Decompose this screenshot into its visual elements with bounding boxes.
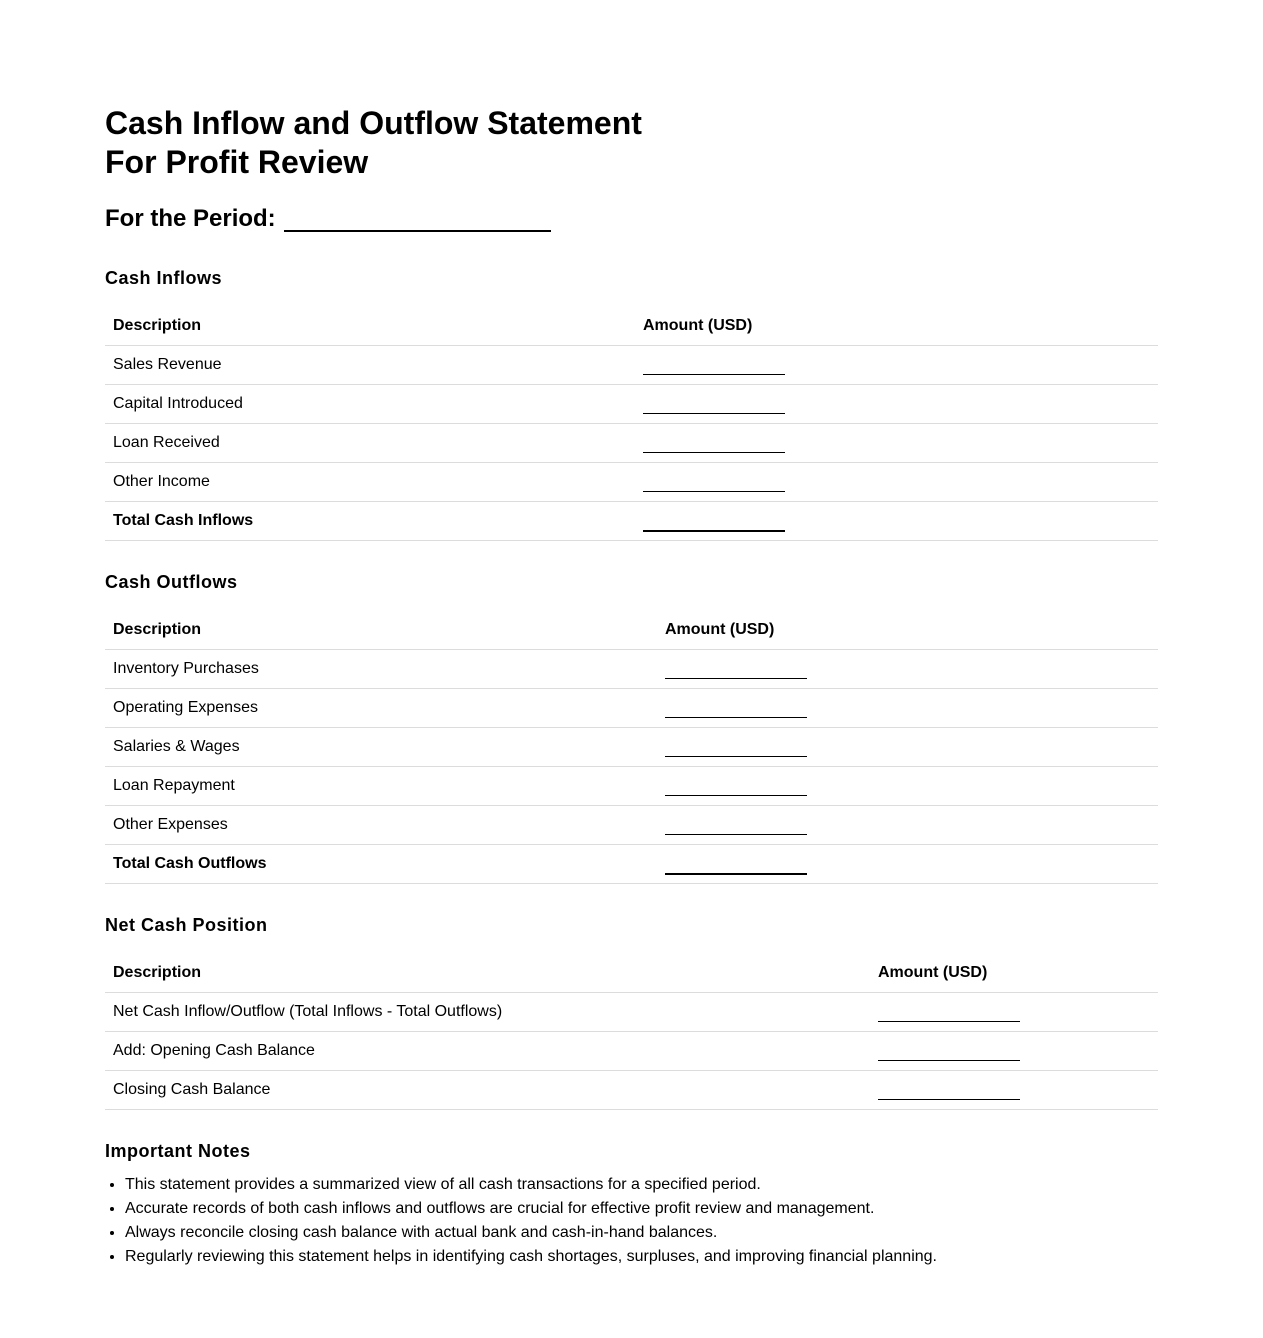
table-row <box>105 993 1158 1032</box>
table-header-row <box>105 611 1158 650</box>
title-line-1: Cash Inflow and Outflow Statement <box>105 105 642 141</box>
col-description: Description <box>105 307 635 346</box>
row-description: Net Cash Inflow/Outflow (Total Inflows - Total Outflows) <box>105 993 870 1032</box>
row-description: Salaries & Wages <box>105 728 657 767</box>
total-label: Total Cash Outflows <box>105 845 657 884</box>
amount-blank-field[interactable] <box>665 701 807 718</box>
amount-cell <box>657 845 1158 884</box>
table-row <box>105 689 1158 728</box>
table-row <box>105 385 1158 424</box>
amount-cell <box>635 463 1158 502</box>
table-row <box>105 1071 1158 1110</box>
total-blank-field[interactable] <box>665 857 807 875</box>
amount-cell <box>635 502 1158 541</box>
amount-blank-field[interactable] <box>643 358 785 375</box>
row-description: Sales Revenue <box>105 346 635 385</box>
row-description: Inventory Purchases <box>105 650 657 689</box>
amount-blank-field[interactable] <box>878 1044 1020 1061</box>
amount-cell <box>657 806 1158 845</box>
net-table <box>105 954 1158 1110</box>
table-header-row <box>105 307 1158 346</box>
amount-blank-field[interactable] <box>665 818 807 835</box>
total-row <box>105 502 1158 541</box>
table-row <box>105 806 1158 845</box>
amount-cell <box>635 424 1158 463</box>
amount-blank-field[interactable] <box>665 740 807 757</box>
row-description: Other Expenses <box>105 806 657 845</box>
table-row <box>105 1032 1158 1071</box>
total-blank-field[interactable] <box>643 514 785 532</box>
net-heading: Net Cash Position <box>105 915 268 935</box>
amount-blank-field[interactable] <box>878 1083 1020 1100</box>
title-line-2: For Profit Review <box>105 144 369 180</box>
row-description: Loan Received <box>105 424 635 463</box>
row-description: Closing Cash Balance <box>105 1071 870 1110</box>
col-amount: Amount (USD) <box>870 954 1158 993</box>
amount-cell <box>870 1032 1158 1071</box>
amount-blank-field[interactable] <box>665 662 807 679</box>
list-item: • Always reconcile closing cash balance with actual bank and cash-in-hand balances. <box>125 1221 1158 1245</box>
notes-list <box>105 1173 1158 1269</box>
inflows-heading: Cash Inflows <box>105 268 223 288</box>
table-row <box>105 650 1158 689</box>
notes-heading: Important Notes <box>105 1141 251 1161</box>
list-item: • Accurate records of both cash inflows and outflows are crucial for effective profit review and management. <box>125 1197 1158 1221</box>
document-title <box>105 104 1158 182</box>
row-description: Operating Expenses <box>105 689 657 728</box>
table-row <box>105 424 1158 463</box>
outflows-table <box>105 611 1158 884</box>
amount-cell <box>870 1071 1158 1110</box>
amount-cell <box>657 728 1158 767</box>
list-item: • This statement provides a summarized view of all cash transactions for a specified period. <box>125 1173 1158 1197</box>
amount-cell <box>635 385 1158 424</box>
amount-blank-field[interactable] <box>643 436 785 453</box>
row-description: Add: Opening Cash Balance <box>105 1032 870 1071</box>
outflows-heading: Cash Outflows <box>105 572 238 592</box>
col-amount: Amount (USD) <box>657 611 1158 650</box>
amount-blank-field[interactable] <box>665 779 807 796</box>
amount-cell <box>657 767 1158 806</box>
period-blank-field[interactable] <box>284 206 551 232</box>
amount-cell <box>657 650 1158 689</box>
row-description: Capital Introduced <box>105 385 635 424</box>
table-row <box>105 767 1158 806</box>
total-row <box>105 845 1158 884</box>
col-description: Description <box>105 611 657 650</box>
amount-blank-field[interactable] <box>878 1005 1020 1022</box>
col-amount: Amount (USD) <box>635 307 1158 346</box>
row-description: Other Income <box>105 463 635 502</box>
table-row <box>105 346 1158 385</box>
period-row <box>105 204 1158 234</box>
total-label: Total Cash Inflows <box>105 502 635 541</box>
amount-cell <box>657 689 1158 728</box>
table-header-row <box>105 954 1158 993</box>
amount-blank-field[interactable] <box>643 475 785 492</box>
period-label: For the Period: <box>105 205 276 232</box>
amount-cell <box>870 993 1158 1032</box>
list-item: • Regularly reviewing this statement helps in identifying cash shortages, surpluses, and improving financial planning. <box>125 1245 1158 1269</box>
row-description: Loan Repayment <box>105 767 657 806</box>
table-row <box>105 728 1158 767</box>
table-row <box>105 463 1158 502</box>
amount-cell <box>635 346 1158 385</box>
col-description: Description <box>105 954 870 993</box>
amount-blank-field[interactable] <box>643 397 785 414</box>
inflows-table <box>105 307 1158 541</box>
